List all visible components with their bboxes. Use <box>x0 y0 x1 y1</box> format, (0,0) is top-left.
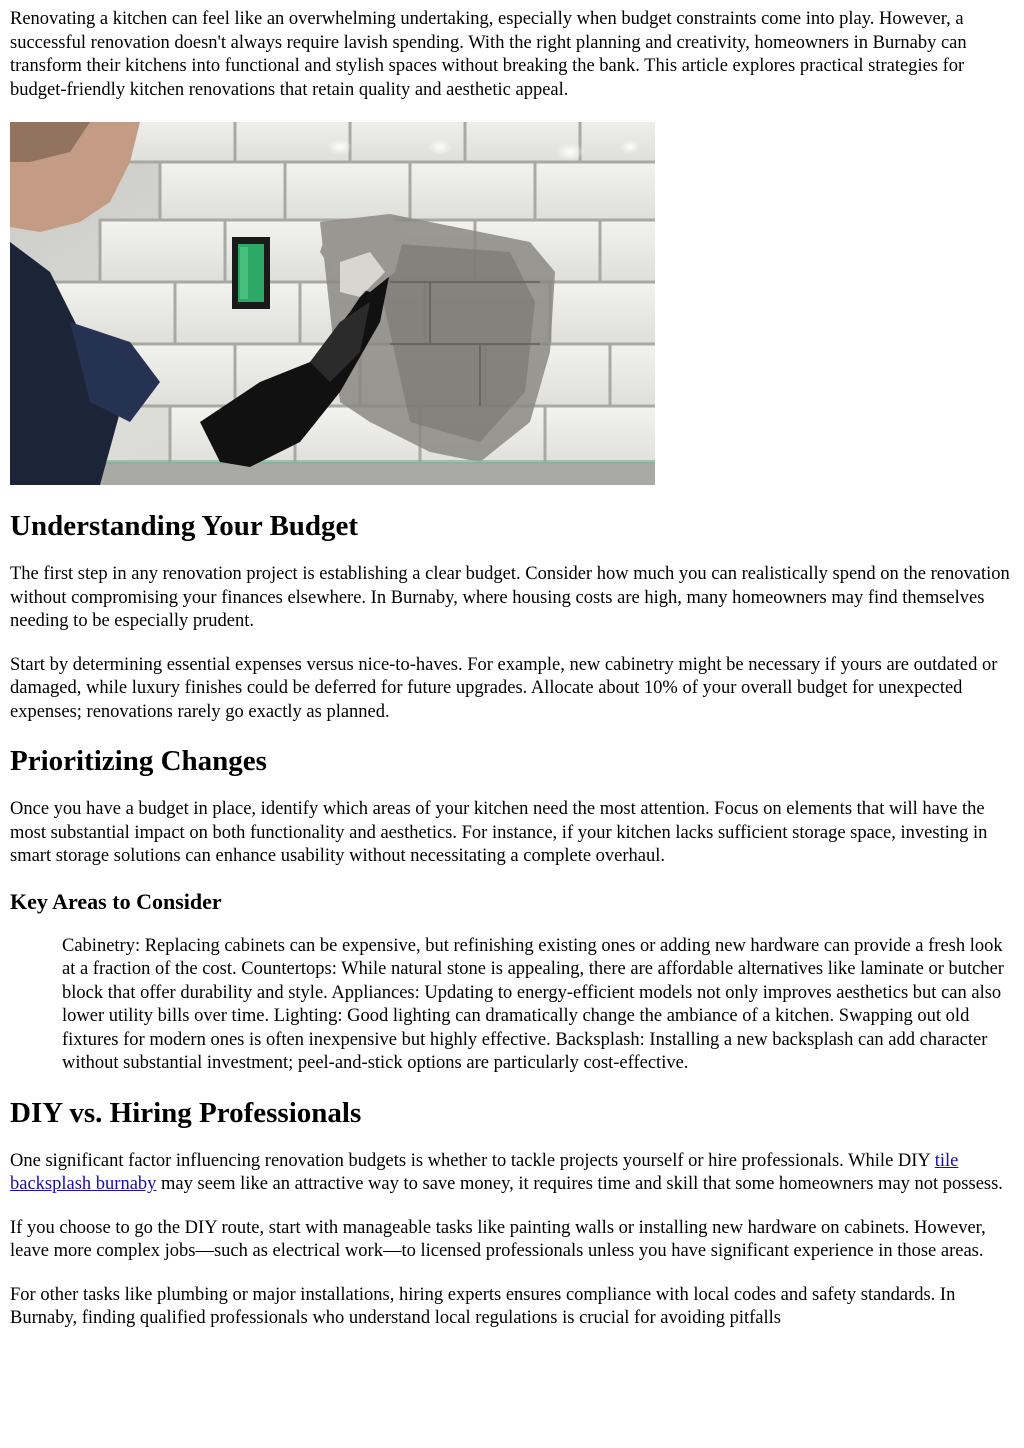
tile-grouting-photo <box>10 122 655 485</box>
body-paragraph: Once you have a budget in place, identify which areas of your kitchen need the most attention. Focus on elements that will have the most substantial impact on both functionality and aesthetics. For instance, if your kitchen lacks sufficient storage space, investing in smart storage solutions can enhance usability without necessitating a complete overhaul. <box>10 799 988 866</box>
section-heading: Understanding Your Budget <box>10 510 359 542</box>
section-heading: DIY vs. Hiring Professionals <box>10 1096 362 1129</box>
paragraph-text: One significant factor influencing renovation budgets is whether to tackle projects yourself or hire professionals. While DIY <box>10 1150 935 1171</box>
body-paragraph: If you choose to go the DIY route, start with manageable tasks like painting walls or installing new hardware on cabinets. However, leave more complex jobs—such as electrical work—to licensed professionals unless you have significant experience in those areas. <box>10 1217 986 1261</box>
paragraph-text: may seem like an attractive way to save money, it requires time and skill that some homeowners may not possess. <box>156 1174 1003 1194</box>
section-heading: Prioritizing Changes <box>10 745 267 777</box>
body-paragraph <box>10 1150 1014 1197</box>
intro-paragraph: Renovating a kitchen can feel like an overwhelming undertaking, especially when budget constraints come into play. However, a successful renovation doesn't always require lavish spending. With the right planning and creativity, homeowners in Burnaby can transform their kitchens into functional and stylish spaces without breaking the bank. This article explores practical strategies for budget-friendly kitchen renovations that retain quality and aesthetic appeal. <box>10 9 967 100</box>
tile-backsplash-link[interactable]: tile backsplash burnaby <box>10 1150 959 1194</box>
body-paragraph: Start by determining essential expenses versus nice-to-haves. For example, new cabinetry might be necessary if yours are outdated or damaged, while luxury finishes could be deferred for future upgrades. Allocate about 10% of your overall budget for unexpected expenses; renovations rarely go exactly as planned. <box>10 654 998 722</box>
subsection-heading: Key Areas to Consider <box>10 888 222 914</box>
body-paragraph: For other tasks like plumbing or major installations, hiring experts ensures compliance with local codes and safety standards. In Burnaby, finding qualified professionals who understand local regulations is crucial for avoiding pitfalls <box>10 1284 956 1328</box>
body-paragraph: The first step in any renovation project is establishing a clear budget. Consider how much you can realistically spend on the renovation without compromising your finances elsewhere. In Burnaby, where housing costs are high, many homeowners may find themselves needing to be especially prudent. <box>10 564 1010 631</box>
key-areas-quote: Cabinetry: Replacing cabinets can be expensive, but refinishing existing ones or adding new hardware can provide a fresh look at a fraction of the cost. Countertops: While natural stone is appealing, there are affordable alternatives like laminate or butcher block that offer durability and style. Appliances: Updating to energy-efficient models not only improves aesthetics but can also lower utility bills over time. Lighting: Good lighting can dramatically change the ambiance of a kitchen. Swapping out old fixtures for modern ones is often inexpensive but highly effective. Backsplash: Installing a new backsplash can add character without substantial investment; peel-and-stick options are particularly cost-effective. <box>62 935 1004 1073</box>
